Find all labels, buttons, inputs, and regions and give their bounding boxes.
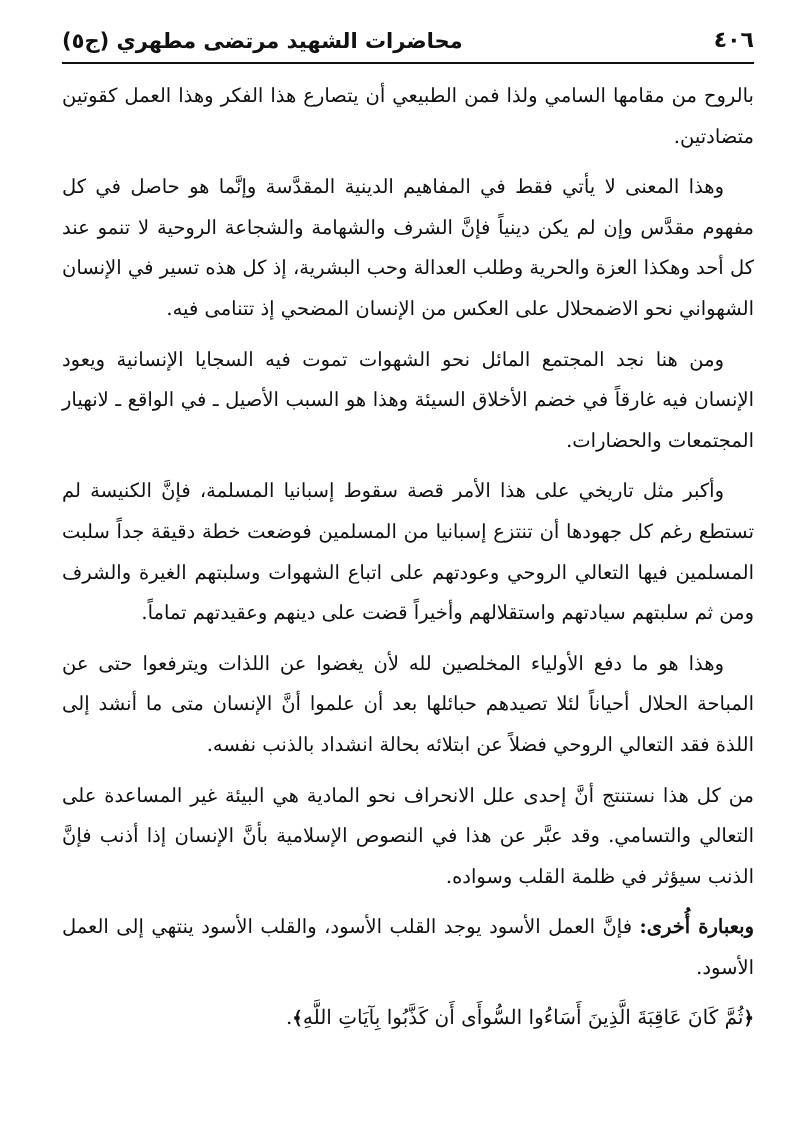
paragraph-lead: وبعبارة أُخرى: [639, 915, 754, 939]
paragraph [62, 907, 754, 988]
book-title: محاضرات الشهيد مرتضى مطهري (ج٥) [62, 29, 463, 53]
page-number: ٤٠٦ [713, 28, 754, 53]
paragraph: وأكبر مثل تاريخي على هذا الأمر قصة سقوط إسبانيا المسلمة، فإنَّ الكنيسة لم تستطع رغم كل جهودها أن تنتزع إسبانيا من المسلمين فوضعت خطة دقيقة جداً سلبت المسلمين فيها التعالي الروحي وعودتهم على اتباع الشهوات وسلبتهم الغيرة والشرف ومن ثم سلبتهم سيادتهم واستقلالهم وأخيراً قضت على دينهم وعقيدتهم تماماً. [62, 479, 754, 625]
quran-verse-text: ثُمَّ كَانَ عَاقِبَةَ الَّذِينَ أَسَاءُوا السُّوأَى أَن كَذَّبُوا بِآيَاتِ اللَّهِ [302, 1005, 744, 1030]
quran-close-bracket: ﴾ [292, 1008, 303, 1030]
page-body [62, 76, 754, 1038]
paragraph: ومن هنا نجد المجتمع المائل نحو الشهوات تموت فيه السجايا الإنسانية ويعود الإنسان فيه غارقاً في خضم الأخلاق السيئة وهذا هو السبب الأصيل ـ في الواقع ـ لانهيار المجتمعات والحضارات. [62, 347, 754, 452]
quran-open-bracket: ﴿ [743, 1008, 754, 1030]
paragraph: وهذا هو ما دفع الأولياء المخلصين لله لأن يغضوا عن اللذات ويترفعوا حتى عن المباحة الحلال أحياناً لئلا تصيدهم حبائلها بعد أن علموا أنَّ الإنسان متى ما أنشد إلى اللذة فقد التعالي الروحي فضلاً عن ابتلائه بحالة انشداد بالذنب نفسه. [62, 651, 754, 756]
document-page [62, 26, 754, 1038]
paragraph: بالروح من مقامها السامي ولذا فمن الطبيعي أن يتصارع هذا الفكر وهذا العمل كقوتين متضادتين. [62, 84, 754, 148]
paragraph: من كل هذا نستنتج أنَّ إحدى علل الانحراف نحو المادية هي البيئة غير المساعدة على التعالي والتسامي. وقد عبَّر عن هذا في النصوص الإسلامية بأنَّ الإنسان إذا أذنب فإنَّ الذنب سيؤثر في ظلمة القلب وسواده. [62, 783, 754, 888]
quran-end-mark: . [285, 1005, 293, 1030]
quran-verse [62, 998, 754, 1038]
page-header [62, 26, 754, 64]
paragraph: وهذا المعنى لا يأتي فقط في المفاهيم الدينية المقدَّسة وإنَّما هو حاصل في كل مفهوم مقدَّس وإن لم يكن دينياً فإنَّ الشرف والشهامة والشجاعة الروحية لا تنمو عند كل أحد وهكذا العزة والحرية وطلب العدالة وحب البشرية، إذ كل هذه تسير في الإنسان الشهواني نحو الاضمحلال على العكس من الإنسان المضحي إذ تتنامى فيه. [62, 175, 754, 320]
paragraph-text: فإنَّ العمل الأسود يوجد القلب الأسود، والقلب الأسود ينتهي إلى العمل الأسود. [62, 915, 754, 979]
